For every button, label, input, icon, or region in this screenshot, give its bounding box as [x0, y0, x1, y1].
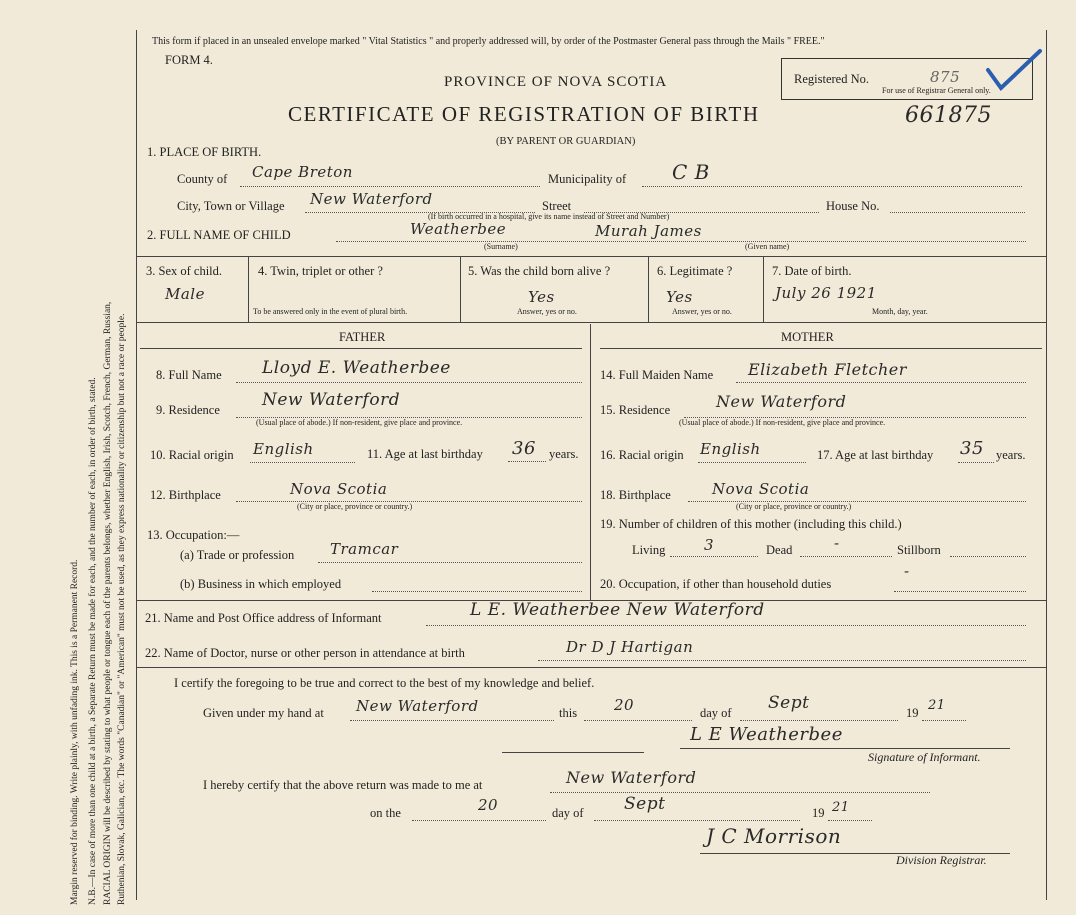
stamp-number: 661875	[905, 103, 992, 128]
trade-value[interactable]: Tramcar	[330, 540, 399, 558]
legitimate-value[interactable]: Yes	[666, 288, 693, 306]
mother-occupation-label: 20. Occupation, if other than household duties	[600, 577, 832, 591]
registrar-year-prefix: 19	[812, 806, 825, 820]
margin-note-4: Ruthenian, Slovak, Galician, etc. The words "Canadian" or "American" must not be used, as they express nationality or citizenship but not a race or people.	[117, 313, 127, 905]
margin-note-1: Margin reserved for binding. Write plainly, with unfading ink. This is a Permanent Record.	[70, 559, 80, 905]
informant-label: 21. Name and Post Office address of Informant	[145, 611, 382, 625]
mother-heading: MOTHER	[781, 330, 834, 344]
mother-residence-label: 15. Residence	[600, 403, 671, 417]
this-label: this	[559, 706, 578, 720]
legitimate-note: Answer, yes or no.	[672, 307, 732, 316]
father-race-label: 10. Racial origin	[150, 448, 234, 462]
certify-year-value[interactable]: 21	[928, 698, 946, 713]
father-residence-label: 9. Residence	[156, 403, 220, 417]
twin-note: To be answered only in the event of plural birth.	[253, 307, 408, 316]
dead-label: Dead	[766, 543, 793, 557]
father-name-value[interactable]: Lloyd E. Weatherbee	[262, 358, 451, 378]
business-label: (b) Business in which employed	[180, 577, 342, 591]
province-heading: PROVINCE OF NOVA SCOTIA	[444, 74, 668, 90]
alive-label: 5. Was the child born alive ?	[468, 264, 611, 278]
living-value[interactable]: 3	[704, 536, 715, 554]
stillborn-label: Stillborn	[897, 543, 941, 557]
father-years: years.	[549, 447, 579, 461]
margin-note-2: N.B.—In case of more than one child at a birth, a Separate Return must be made for each, and the number of each, in order of birth, stated.	[88, 377, 98, 905]
margin-note-3: RACIAL ORIGIN will be described by stating to what people or tongue each of the parents belongs, whether English, Irish, Scotch, French, German, Russian,	[103, 301, 113, 905]
children-count-label: 19. Number of children of this mother (including this child.)	[600, 517, 902, 531]
registered-note: For use of Registrar General only.	[882, 86, 991, 95]
city-value[interactable]: New Waterford	[310, 190, 433, 208]
municipality-label: Municipality of	[548, 172, 627, 186]
father-birthplace-note: (City or place, province or country.)	[297, 502, 413, 511]
county-label: County of	[177, 172, 228, 186]
registrar-day-value[interactable]: 20	[478, 796, 499, 814]
mother-residence-value[interactable]: New Waterford	[716, 392, 847, 411]
county-value[interactable]: Cape Breton	[252, 163, 353, 181]
certify-statement: I certify the foregoing to be true and correct to the best of my knowledge and belief.	[174, 676, 595, 690]
father-age-value[interactable]: 36	[512, 438, 536, 459]
father-age-label: 11. Age at last birthday	[367, 447, 483, 461]
given-place-value[interactable]: New Waterford	[356, 697, 479, 715]
informant-signature-label: Signature of Informant.	[868, 750, 981, 764]
registered-label: Registered No.	[794, 72, 869, 86]
doctor-value[interactable]: Dr D J Hartigan	[566, 638, 694, 656]
mother-residence-note: (Usual place of abode.) If non-resident, give place and province.	[679, 418, 886, 427]
child-given-name[interactable]: Murah James	[595, 222, 702, 240]
house-label: House No.	[826, 199, 880, 213]
father-birthplace-value[interactable]: Nova Scotia	[290, 480, 388, 498]
informant-value[interactable]: L E. Weatherbee New Waterford	[470, 600, 765, 620]
place-heading: 1. PLACE OF BIRTH.	[147, 145, 262, 159]
certify-year-prefix: 19	[906, 706, 919, 720]
form-subtitle: (BY PARENT OR GUARDIAN)	[496, 136, 636, 147]
form-title: CERTIFICATE OF REGISTRATION OF BIRTH	[288, 102, 760, 126]
certify-day-of: day of	[700, 706, 732, 720]
father-race-value[interactable]: English	[253, 440, 314, 458]
certify-month-value[interactable]: Sept	[768, 693, 810, 713]
mother-years: years.	[996, 448, 1026, 462]
child-name-label: 2. FULL NAME OF CHILD	[147, 228, 291, 242]
mother-race-label: 16. Racial origin	[600, 448, 684, 462]
mother-birthplace-value[interactable]: Nova Scotia	[712, 480, 810, 498]
registrar-day-of: day of	[552, 806, 584, 820]
mother-race-value[interactable]: English	[700, 440, 761, 458]
mother-birthplace-note: (City or place, province or country.)	[736, 502, 852, 511]
given-under-label: Given under my hand at	[203, 706, 324, 720]
father-heading: FATHER	[339, 330, 386, 344]
living-label: Living	[632, 543, 666, 557]
doctor-label: 22. Name of Doctor, nurse or other person in attendance at birth	[145, 646, 465, 660]
left-border	[136, 30, 137, 900]
twin-label: 4. Twin, triplet or other ?	[258, 264, 383, 278]
dead-value[interactable]: -	[834, 534, 840, 552]
street-label: Street	[542, 199, 572, 213]
registrar-year-value[interactable]: 21	[832, 800, 850, 815]
given-note: (Given name)	[745, 242, 790, 251]
registrar-month-value[interactable]: Sept	[624, 794, 666, 814]
hospital-note: (If birth occurred in a hospital, give its name instead of Street and Number)	[428, 212, 670, 221]
sex-value[interactable]: Male	[165, 285, 205, 303]
surname-note: (Surname)	[484, 242, 518, 251]
mother-age-value[interactable]: 35	[960, 438, 984, 459]
check-mark-icon	[985, 48, 1045, 98]
mother-age-label: 17. Age at last birthday	[817, 448, 934, 462]
form-number: FORM 4.	[165, 53, 213, 67]
legitimate-label: 6. Legitimate ?	[657, 264, 733, 278]
father-residence-note: (Usual place of abode.) If non-resident, give place and province.	[256, 418, 463, 427]
dob-note: Month, day, year.	[872, 307, 928, 316]
dob-label: 7. Date of birth.	[772, 264, 852, 278]
alive-note: Answer, yes or no.	[517, 307, 577, 316]
mother-name-label: 14. Full Maiden Name	[600, 368, 714, 382]
right-border	[1046, 30, 1047, 900]
father-residence-value[interactable]: New Waterford	[262, 390, 401, 410]
mail-notice: This form if placed in an unsealed envelope marked " Vital Statistics " and properly addressed will, by order of the Postmaster General pass through the Mails " FREE."	[152, 36, 825, 47]
registrar-on-the: on the	[370, 806, 401, 820]
municipality-value[interactable]: C B	[672, 160, 710, 184]
mother-name-value[interactable]: Elizabeth Fletcher	[748, 360, 907, 379]
trade-label: (a) Trade or profession	[180, 548, 295, 562]
registrar-signature-label: Division Registrar.	[896, 853, 987, 867]
informant-signature[interactable]: L E Weatherbee	[690, 724, 843, 745]
certify-day-value[interactable]: 20	[614, 696, 635, 714]
occupation-label: 13. Occupation:—	[147, 528, 240, 542]
father-birthplace-label: 12. Birthplace	[150, 488, 221, 502]
registrar-place-value[interactable]: New Waterford	[566, 768, 697, 787]
child-surname[interactable]: Weatherbee	[410, 220, 507, 238]
registrar-statement: I hereby certify that the above return was made to me at	[203, 778, 483, 792]
dob-value[interactable]: July 26 1921	[775, 284, 877, 302]
sex-label: 3. Sex of child.	[146, 264, 223, 278]
registrar-signature[interactable]: J C Morrison	[706, 824, 842, 848]
father-name-label: 8. Full Name	[156, 368, 222, 382]
mother-birthplace-label: 18. Birthplace	[600, 488, 671, 502]
alive-value[interactable]: Yes	[528, 288, 555, 306]
mother-occupation-value[interactable]: -	[904, 562, 910, 580]
registered-value: 875	[930, 68, 961, 86]
city-label: City, Town or Village	[177, 199, 285, 213]
